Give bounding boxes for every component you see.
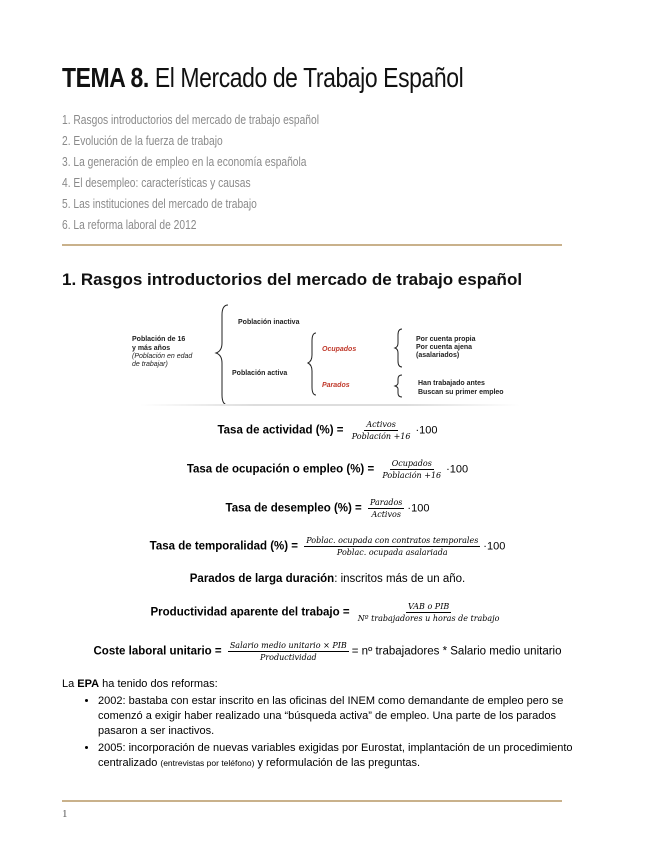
epa-reform-list xyxy=(62,694,592,771)
denominator: Población +16 xyxy=(382,471,442,480)
numerator: Salario medio unitario × PIB xyxy=(229,641,347,650)
formula-temporalidad xyxy=(0,536,655,557)
fraction xyxy=(304,536,480,557)
employed-sub-2: Por cuenta ajena xyxy=(416,344,473,351)
root-note-2: de trabajar) xyxy=(132,361,168,368)
numerator: VAB o PIB xyxy=(408,602,450,611)
unemployed-sub-2: Buscan su primer empleo xyxy=(418,389,504,396)
fraction xyxy=(368,498,404,519)
inactive-label: Población inactiva xyxy=(238,319,300,326)
epa-intro-pre: La xyxy=(62,678,78,690)
toc-item: 1. Rasgos introductorios del mercado de trabajo español xyxy=(62,113,319,127)
brace-employed xyxy=(395,329,402,367)
definition-label: Parados de larga duración xyxy=(189,573,335,585)
multiplier: ·100 xyxy=(407,502,430,515)
formula-label: Tasa de temporalidad (%) = xyxy=(149,540,299,553)
list-item xyxy=(98,741,592,771)
divider-top xyxy=(62,244,562,246)
numerator: Activos xyxy=(366,420,396,429)
numerator: Parados xyxy=(369,498,403,507)
toc-item: 4. El desempleo: características y causas xyxy=(62,176,251,190)
toc-item: 2. Evolución de la fuerza de trabajo xyxy=(62,134,223,148)
employed-sub-1: Por cuenta propia xyxy=(416,336,476,343)
title-bold: TEMA 8. xyxy=(62,62,149,93)
denominator: Poblac. ocupada asalariada xyxy=(336,548,448,557)
brace-unemployed xyxy=(395,375,402,397)
brace-active xyxy=(308,333,316,395)
population-diagram xyxy=(120,295,540,413)
formula-productividad xyxy=(0,602,655,623)
epa-intro-post: ha tenido dos reformas: xyxy=(99,678,218,690)
multiplier: ·100 xyxy=(415,424,438,437)
numerator: Poblac. ocupada con contratos temporales xyxy=(306,536,479,545)
table-of-contents xyxy=(62,110,319,236)
formula-label: Tasa de desempleo (%) = xyxy=(225,502,362,515)
fraction xyxy=(350,420,413,441)
fraction xyxy=(356,602,502,623)
employed-label: Ocupados xyxy=(322,346,357,353)
formula-actividad xyxy=(0,420,655,441)
formula-coste-laboral xyxy=(0,641,655,662)
formula-tail: = nº trabajadores * Salario medio unitario xyxy=(351,645,562,658)
diagram-bottom-line xyxy=(140,404,520,406)
formula-desempleo xyxy=(0,498,655,519)
multiplier: ·100 xyxy=(446,463,469,476)
title-rest: El Mercado de Trabajo Español xyxy=(148,62,464,93)
toc-item: 5. Las instituciones del mercado de trabajo xyxy=(62,197,257,211)
definition-larga-duracion xyxy=(0,573,655,585)
root-label-1: Población de 16 xyxy=(132,336,186,343)
fraction xyxy=(380,459,443,480)
epa-intro xyxy=(62,677,592,692)
formula-label: Productividad aparente del trabajo = xyxy=(150,606,350,619)
unemployed-sub-1: Han trabajado antes xyxy=(418,380,485,387)
item-small-text: (entrevistas por teléfono) xyxy=(160,758,255,768)
item-text: y reformulación de las preguntas. xyxy=(254,757,421,769)
denominator: Productividad xyxy=(259,653,317,662)
definition-text: : inscritos más de un año. xyxy=(334,573,466,585)
root-note-1: (Población en edad xyxy=(132,353,193,360)
page-number: 1 xyxy=(62,808,68,820)
epa-intro-bold: EPA xyxy=(77,678,100,690)
item-text: 2005: incorporación de nuevas variables exigidas por Eurostat, implantación de un procedimiento centralizado xyxy=(98,742,573,769)
epa-section xyxy=(62,677,592,773)
numerator: Ocupados xyxy=(391,459,432,468)
section-heading: 1. Rasgos introductorios del mercado de trabajo español xyxy=(62,270,523,289)
denominator: Población +16 xyxy=(351,432,411,441)
divider-bottom xyxy=(62,800,562,802)
denominator: Activos xyxy=(371,510,401,519)
active-label: Población activa xyxy=(232,370,288,377)
toc-item: 6. La reforma laboral de 2012 xyxy=(62,218,197,232)
root-label-2: y más años xyxy=(132,345,171,352)
formula-label: Tasa de actividad (%) = xyxy=(217,424,344,437)
formula-label: Tasa de ocupación o empleo (%) = xyxy=(186,463,375,476)
list-item: • 2002: bastaba con estar inscrito en las oficinas del INEM como demandante de empleo pero se comenzó a exigir haber realizado una “búsqueda activa” de empleo. Una parte de los parados pasaron a ser inactivos. xyxy=(98,694,592,739)
multiplier: ·100 xyxy=(483,540,506,553)
unemployed-label: Parados xyxy=(322,382,350,389)
denominator: Nº trabajadores u horas de trabajo xyxy=(357,614,500,623)
formula-label: Coste laboral unitario = xyxy=(93,645,222,658)
employed-sub-3: (asalariados) xyxy=(416,352,460,359)
fraction xyxy=(228,641,349,662)
formula-ocupacion xyxy=(0,459,655,480)
toc-item: 3. La generación de empleo en la economía española xyxy=(62,155,307,169)
brace-main xyxy=(216,305,228,405)
document-title xyxy=(62,62,463,94)
